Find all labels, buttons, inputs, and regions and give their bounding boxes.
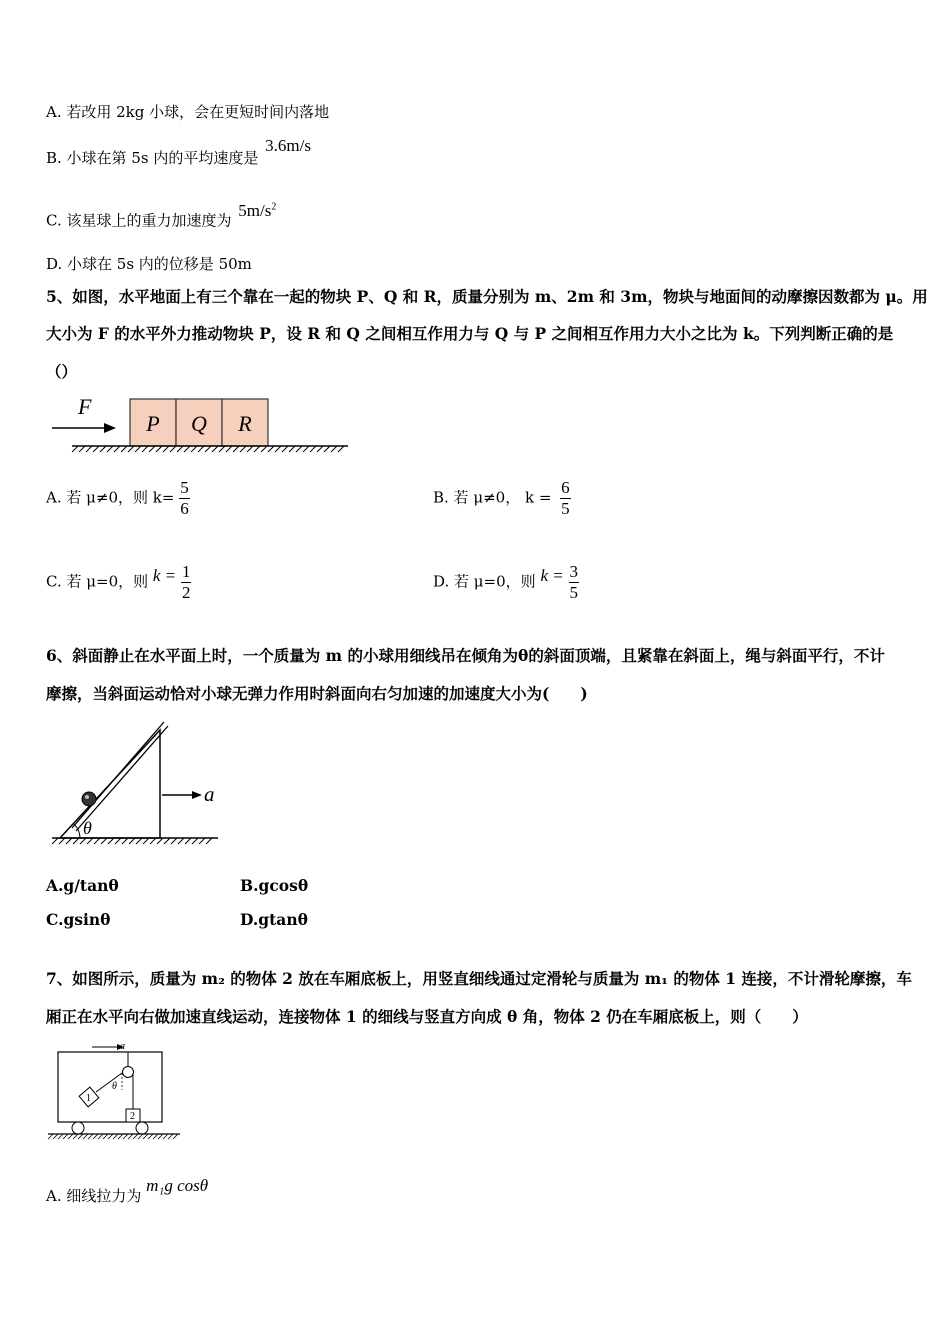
q4-option-c (46, 200, 277, 231)
q5-option-d-k: k = (540, 565, 564, 585)
hatch-mark (143, 838, 149, 844)
q5-option-d-text: D. 若 μ=0，则 (433, 572, 536, 591)
hatch-mark (192, 838, 198, 844)
hatch-mark (133, 1134, 138, 1139)
hatch-mark (170, 446, 176, 452)
angle-label: θ (83, 818, 92, 838)
hatch-mark (178, 838, 184, 844)
hatch-mark (108, 1134, 113, 1139)
ball-highlight (85, 795, 89, 799)
hatch-mark (118, 1134, 123, 1139)
hatch-mark (324, 446, 330, 452)
hatch-mark (212, 446, 218, 452)
q5-stem-line3: （） (46, 362, 78, 381)
q5-option-a-fraction: $\frac{5}{6}$ (180, 478, 189, 518)
hatch-mark (226, 446, 232, 452)
hatch-mark (122, 838, 128, 844)
force-label: F (78, 394, 92, 419)
q4-option-c-text: C. 该星球上的重力加速度为 (46, 211, 232, 230)
q6-stem-line2: 摩擦，当斜面运动恰对小球无弹力作用时斜面向右匀加速的加速度大小为( ) (46, 684, 588, 703)
hatch-mark (79, 446, 85, 452)
hatch-mark (87, 838, 93, 844)
hatch-mark (121, 446, 127, 452)
hatch-mark (68, 1134, 73, 1139)
hatch-mark (177, 446, 183, 452)
q5-option-c-text: C. 若 μ=0，则 (46, 572, 149, 591)
hatch-mark (138, 1134, 143, 1139)
hatch-mark (206, 838, 212, 844)
hatch-mark (101, 838, 107, 844)
hatch-mark (240, 446, 246, 452)
q4-option-b-text: B. 小球在第 5s 内的平均速度是 (46, 149, 259, 167)
accel-label: a (120, 1041, 125, 1052)
hatch-mark (163, 1134, 168, 1139)
q5-option-c-fraction: $\frac{1}{2}$ (181, 562, 191, 602)
hatch-mark (63, 1134, 68, 1139)
q6-option-d: D.gtanθ (240, 910, 308, 929)
hatch-mark (135, 446, 141, 452)
q5-option-d-fraction: $\frac{3}{5}$ (569, 562, 579, 602)
hatch-mark (331, 446, 337, 452)
q7-stem-line2: 厢正在水平向右做加速直线运动，连接物体 1 的细线与竖直方向成 θ 角，物体 2 仍在车厢底板上，则（ ） (46, 1007, 808, 1026)
hatch-mark (93, 1134, 98, 1139)
q4-option-d: D. 小球在 5s 内的位移是 50m (46, 255, 252, 273)
q4-option-c-math: $5m/s^2$ (238, 200, 277, 220)
q5-stem-line2: 大小为 F 的水平外力推动物块 P，设 R 和 Q 之间相互作用力与 Q 与 P 之间相互作用力大小之比为 k。下列判断正确的是 (46, 324, 894, 343)
hatch-mark (153, 1134, 158, 1139)
hatch-mark (171, 838, 177, 844)
hatch-mark (268, 446, 274, 452)
hatch-mark (129, 838, 135, 844)
pulley (123, 1067, 134, 1078)
hatch-mark (86, 446, 92, 452)
hatch-mark (157, 838, 163, 844)
hatch-mark (199, 838, 205, 844)
hatch-mark (233, 446, 239, 452)
angle-label: θ (112, 1081, 117, 1092)
hatch-mark (98, 1134, 103, 1139)
q5-option-d (433, 562, 579, 603)
hatch-mark (83, 1134, 88, 1139)
wheel-left (72, 1122, 84, 1134)
hatch-mark (52, 838, 58, 844)
hatch-mark (88, 1134, 93, 1139)
hatch-mark (78, 1134, 83, 1139)
q5-option-a-text: A. 若 μ≠0，则 k= (46, 488, 175, 507)
q5-stem-line1: 5、如图，水平地面上有三个靠在一起的物块 P、Q 和 R，质量分别为 m、2m 和 3m，物块与地面间的动摩擦因数都为 μ。用 (46, 287, 928, 306)
ground-hatching (72, 446, 344, 452)
block-q-label: Q (191, 411, 207, 436)
q6-option-c: C.gsinθ (46, 910, 111, 929)
q4-option-b-math: 3.6m/s (265, 136, 311, 155)
q6-stem-line1: 6、斜面静止在水平面上时，一个质量为 m 的小球用细线吊在倾角为θ的斜面顶端，且紧靠在斜面上，绳与斜面平行，不计 (46, 646, 885, 665)
hatch-mark (80, 838, 86, 844)
hatch-mark (168, 1134, 173, 1139)
q5-option-a (46, 478, 190, 519)
hatch-mark (254, 446, 260, 452)
hatch-mark (205, 446, 211, 452)
hatch-mark (128, 1134, 133, 1139)
cart-body (58, 1052, 162, 1122)
hatch-mark (247, 446, 253, 452)
hatch-mark (173, 1134, 178, 1139)
accel-label: a (204, 782, 215, 806)
hatch-mark (100, 446, 106, 452)
q5-figure-blocks (46, 394, 356, 460)
hatch-mark (289, 446, 295, 452)
string-to-block1 (96, 1073, 122, 1092)
q7-stem-line1: 7、如图所示，质量为 m₂ 的物体 2 放在车厢底板上，用竖直细线通过定滑轮与质量为 m₁ 的物体 1 连接，不计滑轮摩擦，车 (46, 969, 912, 988)
hatch-mark (128, 446, 134, 452)
block-2-label: 2 (130, 1111, 135, 1122)
hatch-mark (72, 446, 78, 452)
hatch-mark (136, 838, 142, 844)
q6-figure-incline (46, 718, 236, 853)
hatch-mark (191, 446, 197, 452)
hatch-mark (156, 446, 162, 452)
block-p-label: P (146, 411, 160, 436)
hatch-mark (113, 1134, 118, 1139)
q5-option-b (433, 478, 571, 519)
hatch-mark (150, 838, 156, 844)
hatch-mark (142, 446, 148, 452)
hatch-mark (317, 446, 323, 452)
q5-option-b-text: B. 若 μ≠0， k = (433, 488, 552, 507)
q7-option-a-text: A. 细线拉力为 (46, 1187, 142, 1205)
q7-figure-cart (46, 1038, 186, 1148)
hatch-mark (48, 1134, 53, 1139)
ground-hatching (52, 838, 212, 844)
hatch-mark (93, 446, 99, 452)
hatch-mark (164, 838, 170, 844)
hatch-mark (94, 838, 100, 844)
accel-arrow-head (192, 791, 202, 799)
hatch-mark (66, 838, 72, 844)
hatch-mark (103, 1134, 108, 1139)
hatch-mark (275, 446, 281, 452)
hatch-mark (219, 446, 225, 452)
hatch-mark (53, 1134, 58, 1139)
hatch-mark (198, 446, 204, 452)
hatch-mark (59, 838, 65, 844)
hatch-mark (310, 446, 316, 452)
hatch-mark (303, 446, 309, 452)
wheel-right (136, 1122, 148, 1134)
ball (82, 792, 96, 806)
hatch-mark (148, 1134, 153, 1139)
q5-option-b-fraction: $\frac{6}{5}$ (561, 478, 570, 518)
hatch-mark (185, 838, 191, 844)
hatch-mark (73, 1134, 78, 1139)
hatch-mark (107, 446, 113, 452)
q7-option-a (46, 1176, 209, 1206)
hatch-mark (296, 446, 302, 452)
hatch-mark (184, 446, 190, 452)
q7-option-a-math: m₁g cosθ (146, 1176, 209, 1195)
q5-option-c-k: k = (152, 565, 177, 585)
q6-option-a: A.g/tanθ (46, 876, 119, 895)
hatch-mark (58, 1134, 63, 1139)
hatch-mark (338, 446, 344, 452)
hatch-mark (158, 1134, 163, 1139)
block-r-label: R (238, 411, 252, 436)
rope (72, 722, 164, 828)
q4-option-b (46, 136, 311, 168)
hatch-mark (282, 446, 288, 452)
force-arrow-head (104, 423, 116, 433)
q5-option-c (46, 562, 191, 603)
q6-option-b: B.gcosθ (240, 876, 309, 895)
angle-arc (74, 824, 80, 838)
hatch-mark (163, 446, 169, 452)
hatch-mark (115, 838, 121, 844)
hatch-mark (123, 1134, 128, 1139)
ground-hatching (48, 1134, 178, 1139)
hatch-mark (73, 838, 79, 844)
rope-edge (76, 726, 168, 831)
hatch-mark (108, 838, 114, 844)
hatch-mark (114, 446, 120, 452)
hatch-mark (143, 1134, 148, 1139)
hatch-mark (261, 446, 267, 452)
block-1-label: 1 (86, 1093, 91, 1104)
q4-option-a: A. 若改用 2kg 小球，会在更短时间内落地 (46, 103, 330, 121)
hatch-mark (149, 446, 155, 452)
